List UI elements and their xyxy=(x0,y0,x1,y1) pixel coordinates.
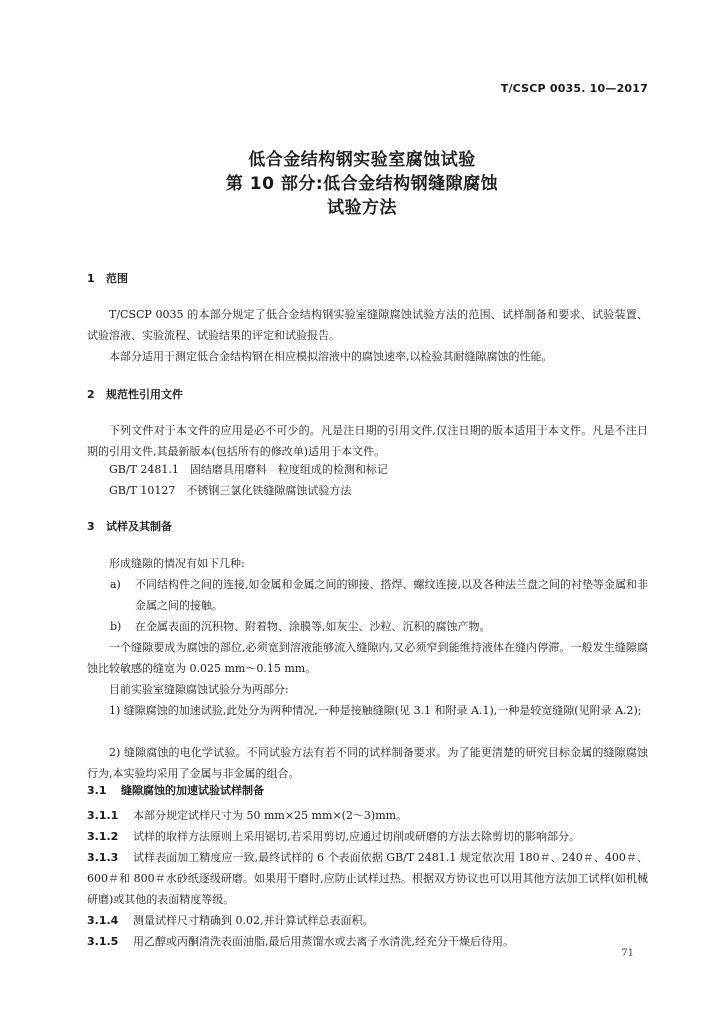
section-1-heading xyxy=(87,270,128,286)
section-3-paragraph-1: 1) 缝隙腐蚀的加速试验,此处分为两种情况,一种是接触缝隙(见 3.1 和附录 A.1),一种是较宽缝隙(见附录 A.2); xyxy=(109,704,642,717)
section-number: 3 xyxy=(87,520,95,533)
section-2-heading xyxy=(87,386,183,402)
section-3-paragraph-parts: 目前实验室缝隙腐蚀试验分为两部分: xyxy=(109,683,289,696)
clause-3-1-2 xyxy=(87,826,648,847)
section-1-paragraph-2: 本部分适用于测定低合金结构钢在相应模拟溶液中的腐蚀速率,以检验其耐缝隙腐蚀的性能。 xyxy=(109,350,553,363)
section-number: 2 xyxy=(87,388,95,401)
standard-code: T/CSCP 0035. 10—2017 xyxy=(500,82,648,95)
title-line-1: 低合金结构钢实验室腐蚀试验 xyxy=(248,150,476,170)
page-number: 71 xyxy=(621,948,634,959)
clause-3-1-3 xyxy=(87,847,648,910)
clause-number: 3.1.1 xyxy=(87,809,119,822)
section-3-intro: 形成缝隙的情况有如下几种: xyxy=(109,557,245,570)
section-3-paragraph-2: 2) 缝隙腐蚀的电化学试验。不同试验方法有若不同的试样制备要求。为了能更清楚的研究目标金属的缝隙腐蚀行为,本实验均采用了金属与非金属的组合。 xyxy=(87,746,648,780)
section-title: 缝隙腐蚀的加速试验试样制备 xyxy=(121,784,264,797)
list-marker: a) xyxy=(110,578,121,591)
list-item-text: 在金属表面的沉积物、附着物、涂膜等,如灰尘、沙粒、沉积的腐蚀产物。 xyxy=(135,620,491,633)
title-line-3: 试验方法 xyxy=(327,198,397,218)
section-title: 范围 xyxy=(106,272,128,285)
clause-3-1-1 xyxy=(87,805,648,826)
clause-3-1-5 xyxy=(87,931,648,952)
clause-text: 试样表面加工精度应一致,最终试样的 6 个表面依据 GB/T 2481.1 规定依次用 180＃、240＃、400＃、600＃和 800＃水砂纸逐级研磨。如果用干磨时,应防止试样过热。根据双方协议也可以用其他方法加工试样(如机械研磨)或其他的表面精度等级。 xyxy=(87,851,648,906)
normative-reference-1: GB/T 2481.1 固结磨具用磨料 粒度组成的检测和标记 xyxy=(109,463,388,476)
section-3-1-heading xyxy=(87,782,264,798)
title-line-2: 第 10 部分:低合金结构钢缝隙腐蚀 xyxy=(225,174,499,194)
section-1-paragraph-1: T/CSCP 0035 的本部分规定了低合金结构钢实验室缝隙腐蚀试验方法的范围、试样制备和要求、试验装置、试验溶液、实验流程、试验结果的评定和试验报告。 xyxy=(87,308,648,342)
list-item-b xyxy=(87,616,648,637)
clause-3-1-4 xyxy=(87,910,648,931)
list-item-text: 不同结构件之间的连接,如金属和金属之间的铆接、搭焊、螺纹连接,以及各种法兰盘之间的衬垫等金属和非金属之间的接触。 xyxy=(135,578,648,612)
list-marker: b) xyxy=(110,620,122,633)
clause-number: 3.1.4 xyxy=(87,914,119,927)
clause-number: 3.1.2 xyxy=(87,830,119,843)
list-item-a xyxy=(87,574,648,616)
normative-reference-2: GB/T 10127 不锈钢三氯化铁缝隙腐蚀试验方法 xyxy=(109,484,352,497)
clause-text: 用乙醇或丙酮清洗表面油脂,最后用蒸馏水或去离子水清洗,经充分干燥后待用。 xyxy=(133,935,514,948)
clause-number: 3.1.3 xyxy=(87,851,119,864)
clause-text: 本部分规定试样尺寸为 50 mm×25 mm×(2～3)mm。 xyxy=(133,809,408,822)
section-title: 规范性引用文件 xyxy=(106,388,183,401)
clause-text: 试样的取样方法原则上采用锯切,若采用剪切,应通过切削或研磨的方法去除剪切的影响部分。 xyxy=(133,830,580,843)
section-title: 试样及其制备 xyxy=(106,520,172,533)
clause-text: 测量试样尺寸精确到 0.02,并计算试样总表面积。 xyxy=(133,914,374,927)
section-number: 3.1 xyxy=(87,784,107,797)
document-title xyxy=(0,148,724,220)
section-number: 1 xyxy=(87,272,95,285)
clause-number: 3.1.5 xyxy=(87,935,119,948)
section-3-paragraph-gap: 一个缝隙要成为腐蚀的部位,必须宽到溶液能够流入缝隙内,又必须窄到能维持液体在缝内停滞。一般发生缝隙腐蚀比较敏感的缝宽为 0.025 mm～0.15 mm。 xyxy=(87,641,648,675)
section-3-heading xyxy=(87,518,172,534)
section-2-paragraph-1: 下列文件对于本文件的应用是必不可少的。凡是注日期的引用文件,仅注日期的版本适用于本文件。凡是不注日期的引用文件,其最新版本(包括所有的修改单)适用于本文件。 xyxy=(87,424,648,458)
